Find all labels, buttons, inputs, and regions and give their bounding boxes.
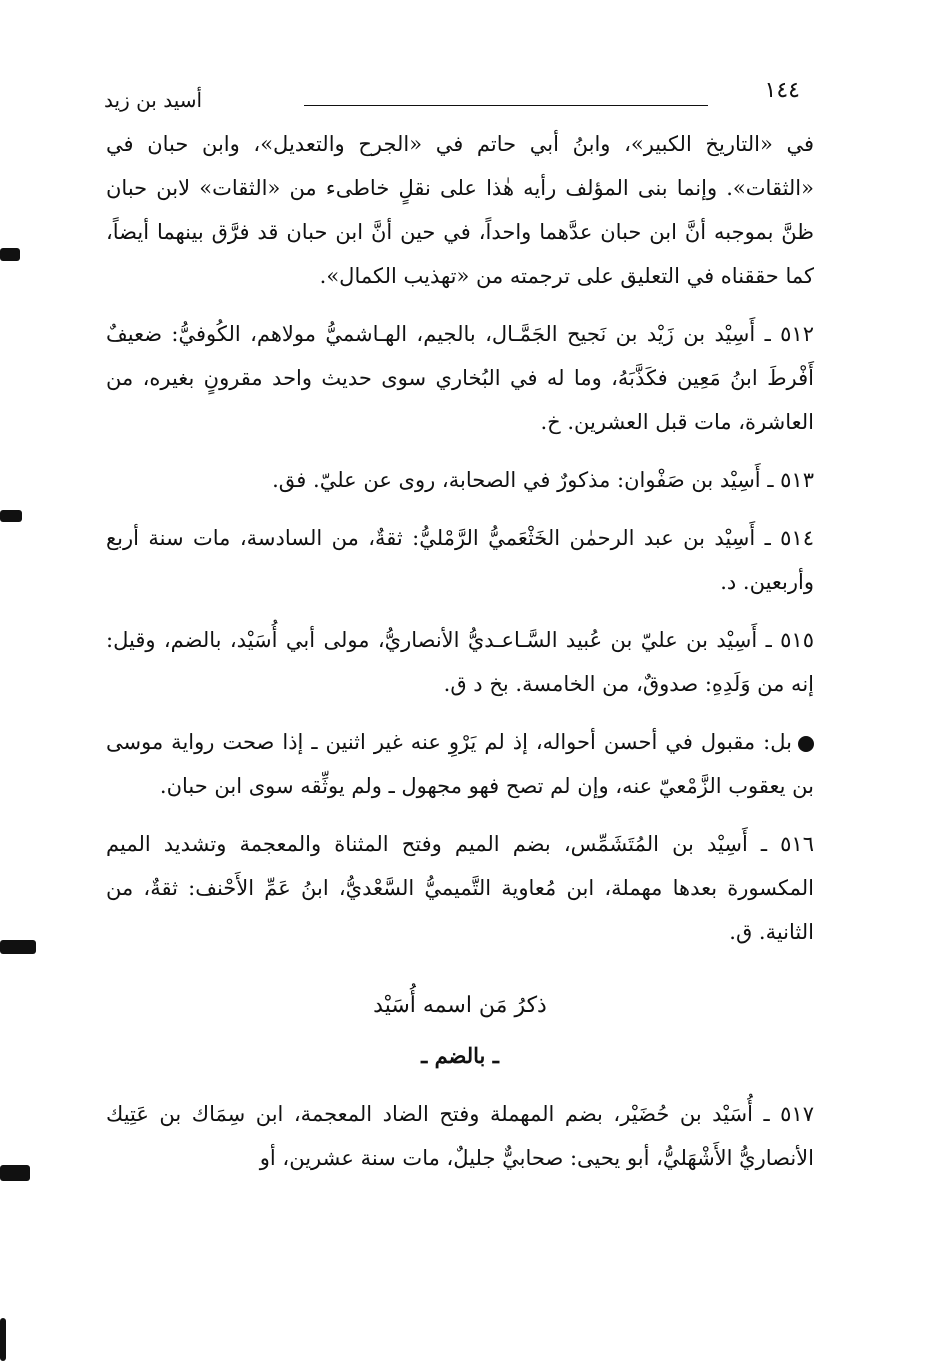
scan-edge-mark <box>0 248 20 261</box>
scan-edge-mark <box>0 1165 30 1181</box>
entry-514: ٥١٤ ـ أَسِيْد بن عبد الرحمٰن الخَثْعَميُّ الرَّمْليُّ: ثقةٌ، من السادسة، مات سنة أربع وأربعين. د. <box>106 526 814 594</box>
page-header <box>104 78 800 112</box>
section-heading: ذكرُ مَن اسمه أُسَيْد <box>373 993 547 1018</box>
paragraph-continuation: في «التاريخ الكبير»، وابنُ أبي حاتم في «الجرح والتعديل»، وابن حبان في «الثقات». وإنما بنى المؤلف رأيه هٰذا على نقلٍ خاطىء من «الثقات» لابن حبان ظنَّ بموجبه أنَّ ابن حبان عدَّهما واحداً، في حين أنَّ ابن حبان قد فرَّق بينهما أيضاً، كما حققناه في التعليق على ترجمته من «تهذيب الكمال». <box>106 132 814 288</box>
entry-517: ٥١٧ ـ أُسَيْد بن حُضَيْر، بضم المهملة وفتح الضاد المعجمة، ابن سِمَاك بن عَتِيك الأنصاريُّ الأَشْهَليُّ، أبو يحيى: صحابيٌّ جليلٌ، مات سنة عشرين، أو <box>106 1102 814 1170</box>
entry-513: ٥١٣ ـ أَسِيْد بن صَفْوان: مذكورٌ في الصحابة، روى عن عليّ. فق. <box>272 468 814 492</box>
entry-515: ٥١٥ ـ أَسِيْد بن عليّ بن عُبيد السَّـاعـديُّ الأنصاريُّ، مولى أبي أُسَيْد، بالضم، وقيل: إنه من وَلَدِهِ: صدوقٌ، من الخامسة. بخ د ق. <box>106 628 814 696</box>
bullet-icon <box>798 736 814 752</box>
editor-note <box>106 720 814 808</box>
entry-512: ٥١٢ ـ أَسِيْد بن زَيْد بن نَجيح الجَمَّـال، بالجيم، الهـاشميُّ مولاهم، الكُوفيُّ: ضعيفٌ أَفْرطَ ابنُ مَعِين فكَذَّبَهُ، وما له في البُخاري سوى حديث واحد مقرونٍ بغيره، من العاشرة، مات قبل العشرين. خ. <box>106 322 814 434</box>
scan-edge-mark <box>0 940 36 954</box>
entry-516: ٥١٦ ـ أَسِيْد بن المُتَشَمِّس، بضم الميم وفتح المثناة والمعجمة وتشديد الميم المكسورة بعدها مهملة، ابن مُعاوية التَّميميُّ السَّعْديُّ، ابنُ عَمِّ الأَحْنف: ثقةٌ، من الثانية. ق. <box>106 832 814 944</box>
header-rule <box>304 105 708 106</box>
scan-edge-mark <box>0 1318 6 1361</box>
section-subheading: ـ بالضم ـ <box>421 1043 499 1068</box>
page-number: ١٤٤ <box>764 78 800 103</box>
running-title: أسيد بن زيد <box>104 88 203 112</box>
page-body <box>106 122 814 1180</box>
editor-note-text: بل: مقبول في أحسن أحواله، إذ لم يَرْوِ عنه غير اثنين ـ إذا صحت رواية موسى بن يعقوب الزَّمْعيّ عنه، وإن لم تصح فهو مجهول ـ ولم يوثِّقه سوى ابن حبان. <box>106 730 814 798</box>
scan-edge-mark <box>0 510 22 522</box>
